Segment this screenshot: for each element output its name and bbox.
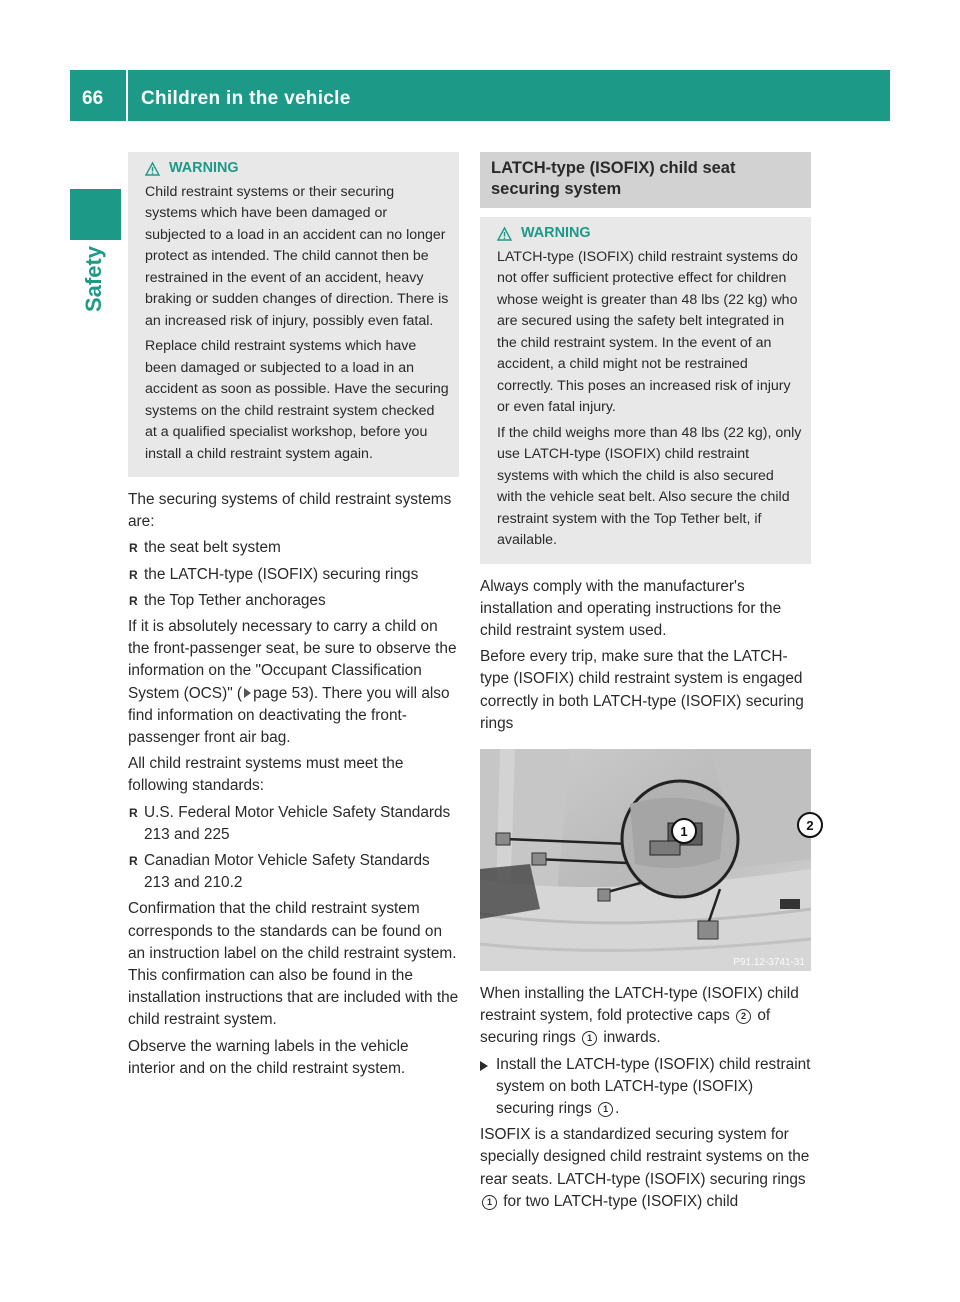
paragraph <box>480 1124 811 1213</box>
marker-1: 1 <box>482 1195 497 1210</box>
right-column <box>480 152 814 1217</box>
warning-heading <box>497 223 802 245</box>
paragraph: All child restraint systems must meet the following standards: <box>128 755 404 795</box>
warning-triangle-icon <box>497 227 512 241</box>
list-item: R the seat belt system <box>128 537 459 559</box>
figure-code: P91.12-3741-31 <box>733 956 805 968</box>
isofix-figure <box>480 749 814 971</box>
page-ref-arrow-icon <box>244 688 251 698</box>
figure-callout-1: 1 <box>680 823 688 839</box>
marker-1: 1 <box>598 1102 613 1117</box>
section-marker <box>70 189 121 240</box>
paragraph <box>128 616 459 749</box>
text-run: ISOFIX is a standardized securing system for specially designed child restraint systems on the rear seats. LATCH-type (ISOFIX) securing rings <box>480 1126 810 1188</box>
paragraph: Confirmation that the child restraint system corresponds to the standards can be found on an instruction label on the child restraint system. This confirmation can also be found in the installation instructions that are included with the child restraint system. <box>128 900 459 1029</box>
warning-label: WARNING <box>169 160 239 176</box>
text-run: inwards. <box>599 1029 661 1047</box>
paragraph: Always comply with the manufacturer's installation and operating instructions for the child restraint system used. <box>480 577 782 639</box>
instruction-step <box>480 1054 811 1121</box>
paragraph: Before every trip, make sure that the LATCH-type (ISOFIX) child restraint system is engaged correctly in both LATCH-type (ISOFIX) securing rings <box>480 648 804 732</box>
warning-text: LATCH-type (ISOFIX) child restraint systems do not offer sufficient protective effect for children whose weight is greater than 48 lbs (22 kg) who are secured using the safety belt integrated in the child restraint system. In the event of an accident, a child might not be restrained correctly. This poses an increased risk of injury or even fatal injury. <box>497 248 798 415</box>
paragraph <box>480 983 811 1050</box>
warning-box <box>128 152 459 477</box>
left-column <box>128 152 459 1084</box>
page-reference-link[interactable]: page 53 <box>253 684 309 702</box>
section-label: Safety <box>81 245 106 312</box>
paragraph: The securing systems of child restraint systems are: <box>128 491 452 531</box>
seat-illustration <box>480 749 814 971</box>
figure-callout-2: 2 <box>806 817 814 833</box>
text-run: . <box>615 1099 620 1117</box>
step-arrow-icon <box>480 1061 488 1071</box>
warning-label: WARNING <box>521 225 591 241</box>
marker-2: 2 <box>736 1009 751 1024</box>
text-run: When installing the LATCH-type (ISOFIX) child restraint system, fold protective caps <box>480 984 799 1025</box>
list-item: R U.S. Federal Motor Vehicle Safety Standards 213 and 225 <box>128 802 459 846</box>
list-item: R Canadian Motor Vehicle Safety Standards 213 and 210.2 <box>128 850 459 894</box>
list-item: R the Top Tether anchorages <box>128 590 459 612</box>
section-heading: LATCH-type (ISOFIX) child seat securing system <box>480 152 811 208</box>
text-run: of securing rings <box>480 1007 771 1047</box>
text-run: for two LATCH-type (ISOFIX) child <box>499 1192 739 1210</box>
marker-1: 1 <box>582 1031 597 1046</box>
paragraph: Observe the warning labels in the vehicle interior and on the child restraint system. <box>128 1037 409 1077</box>
header-divider <box>126 70 128 121</box>
list-item: R the LATCH-type (ISOFIX) securing rings <box>128 564 459 586</box>
warning-text: Child restraint systems or their securing systems which have been damaged or subjected to a load in an accident can no longer protect as intended. The child cannot then be restrained in the event of an accident, heavy braking or sudden changes of direction. There is an increased risk of injury, possibly even fatal. <box>145 183 449 329</box>
warning-box <box>480 217 811 564</box>
text-run: If it is absolutely necessary to carry a child on the front-passenger seat, be sure to observe the information on the "Occupant Classification System (OCS)" ( <box>128 618 457 702</box>
bullet-list <box>128 537 459 612</box>
page-title: Children in the vehicle <box>141 88 351 109</box>
warning-triangle-icon <box>145 162 160 176</box>
warning-heading <box>145 158 450 180</box>
warning-text: If the child weighs more than 48 lbs (22 kg), only use LATCH-type (ISOFIX) child restraint systems with which the child is also secured with the vehicle seat belt. Also secure the child restraint system with the Top Tether belt, if available. <box>497 424 802 548</box>
warning-text: Replace child restraint systems which have been damaged or subjected to a load in an accident as soon as possible. Have the securing systems on the child restraint system checked at a qualified specialist workshop, before you install a child restraint system again. <box>145 338 449 462</box>
text-run: ). There you will also find information on deactivating the front-passenger front air bag. <box>128 684 450 747</box>
text-run: Install the LATCH-type (ISOFIX) child restraint system on both LATCH-type (ISOFIX) securing rings <box>496 1055 811 1117</box>
page-number: 66 <box>82 88 104 109</box>
bullet-list <box>128 802 459 895</box>
